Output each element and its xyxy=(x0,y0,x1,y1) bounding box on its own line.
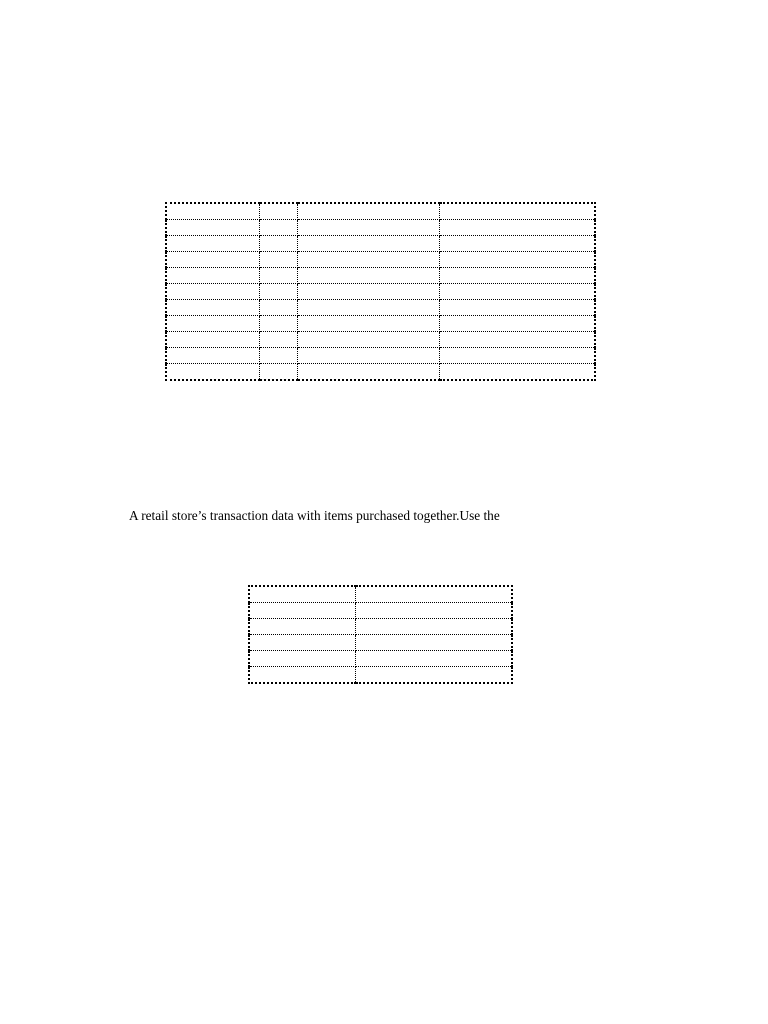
table-top-row xyxy=(166,203,595,220)
table-bottom-row xyxy=(249,635,512,651)
table-top-cell xyxy=(166,220,259,236)
table-bottom-cell xyxy=(249,586,355,603)
table-top-row xyxy=(166,252,595,268)
table-top-cell xyxy=(439,300,595,316)
table-top-row xyxy=(166,316,595,332)
table-bottom-cell xyxy=(355,667,512,684)
table-top-cell xyxy=(439,220,595,236)
table-top-cell xyxy=(166,203,259,220)
table-top-cell xyxy=(297,236,439,252)
table-top-cell xyxy=(166,252,259,268)
table-top-cell xyxy=(259,236,297,252)
table-top-cell xyxy=(297,332,439,348)
table-top-cell xyxy=(297,284,439,300)
table-top-cell xyxy=(297,252,439,268)
table-top-cell xyxy=(439,364,595,381)
table-bottom-cell xyxy=(355,586,512,603)
table-top-row xyxy=(166,236,595,252)
table-bottom-cell xyxy=(249,667,355,684)
table-bottom-cell xyxy=(249,651,355,667)
table-top-cell xyxy=(439,284,595,300)
table-top-cell xyxy=(439,236,595,252)
table-top-row xyxy=(166,348,595,364)
table-bottom-cell xyxy=(249,619,355,635)
table-top-cell xyxy=(259,332,297,348)
table-top xyxy=(165,202,596,381)
table-bottom-row xyxy=(249,603,512,619)
table-bottom-row xyxy=(249,667,512,684)
table-top-cell xyxy=(439,332,595,348)
table-top-cell xyxy=(439,316,595,332)
table-top-cell xyxy=(439,348,595,364)
table-top-row xyxy=(166,364,595,381)
table-top-cell xyxy=(166,364,259,381)
table-top-cell xyxy=(166,300,259,316)
table-top-cell xyxy=(259,284,297,300)
table-top-cell xyxy=(259,268,297,284)
table-top-cell xyxy=(297,316,439,332)
table-top-cell xyxy=(259,316,297,332)
table-bottom-row xyxy=(249,651,512,667)
table-top-cell xyxy=(439,268,595,284)
table-top-cell xyxy=(439,252,595,268)
table-top-cell xyxy=(259,203,297,220)
table-top-cell xyxy=(297,220,439,236)
table-bottom-cell xyxy=(355,603,512,619)
table-bottom-cell xyxy=(249,603,355,619)
table-bottom-row xyxy=(249,619,512,635)
table-top-row xyxy=(166,300,595,316)
table-top-cell xyxy=(259,364,297,381)
table-bottom xyxy=(248,585,513,684)
table-top-cell xyxy=(297,203,439,220)
table-top-cell xyxy=(166,332,259,348)
table-top-cell xyxy=(259,252,297,268)
table-top-cell xyxy=(297,268,439,284)
paragraph-text: A retail store’s transaction data with items purchased together.Use the xyxy=(129,508,500,523)
table-top-row xyxy=(166,268,595,284)
table-top-cell xyxy=(166,236,259,252)
table-top-row xyxy=(166,284,595,300)
table-top-cell xyxy=(166,268,259,284)
table-top-row xyxy=(166,220,595,236)
table-top-body xyxy=(166,203,595,380)
table-top-cell xyxy=(439,203,595,220)
table-bottom-cell xyxy=(249,635,355,651)
table-top-cell xyxy=(259,220,297,236)
table-top-cell xyxy=(166,348,259,364)
table-top-row xyxy=(166,332,595,348)
table-bottom-body xyxy=(249,586,512,683)
table-bottom-cell xyxy=(355,619,512,635)
table-bottom-cell xyxy=(355,635,512,651)
table-bottom-row xyxy=(249,586,512,603)
table-top-cell xyxy=(297,364,439,381)
table-top-cell xyxy=(297,300,439,316)
table-top-cell xyxy=(297,348,439,364)
table-top-cell xyxy=(259,300,297,316)
table-top-cell xyxy=(166,316,259,332)
table-top-cell xyxy=(166,284,259,300)
table-bottom-cell xyxy=(355,651,512,667)
table-top-cell xyxy=(259,348,297,364)
